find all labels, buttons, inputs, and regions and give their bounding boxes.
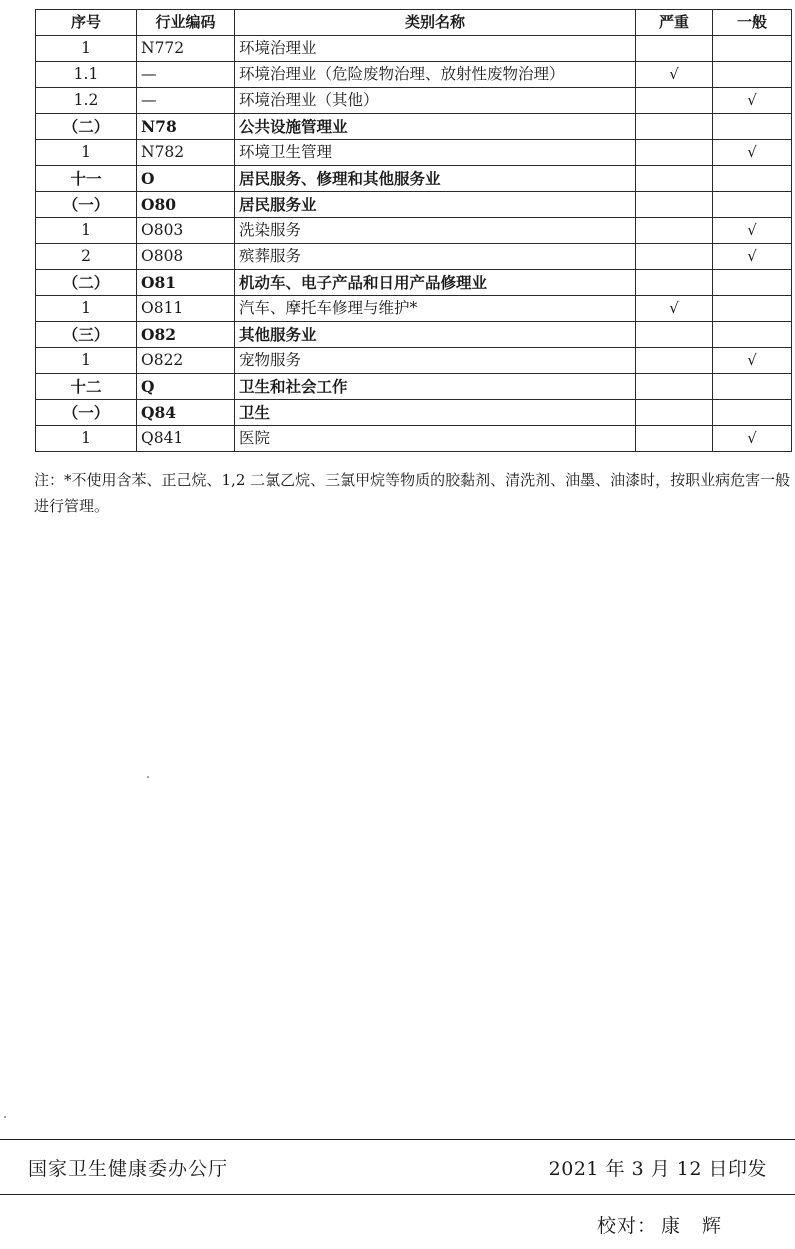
table-row [36,244,792,270]
row-category-name: 卫生和社会工作 [235,374,636,400]
row-seq: 十二 [36,374,137,400]
classification-table [35,9,792,452]
row-category-name: 洗染服务 [235,218,636,244]
row-general-mark [713,374,792,400]
row-category-name: 医院 [235,426,636,452]
proofreader-name: 康辉 [660,1215,743,1237]
row-industry-code: O811 [137,296,235,322]
row-industry-code: O80 [137,192,235,218]
row-seq: 1 [36,140,137,166]
row-general-mark: √ [713,88,792,114]
row-seq: 1 [36,348,137,374]
row-category-name: 其他服务业 [235,322,636,348]
row-general-mark: √ [713,426,792,452]
table-row [36,322,792,348]
table-row [36,296,792,322]
row-category-name: 环境治理业（其他） [235,88,636,114]
row-industry-code: Q84 [137,400,235,426]
row-severe-mark [636,140,713,166]
row-industry-code: O [137,166,235,192]
table-row [36,140,792,166]
row-general-mark [713,270,792,296]
row-general-mark [713,114,792,140]
row-general-mark [713,192,792,218]
row-general-mark [713,322,792,348]
row-severe-mark: √ [636,62,713,88]
row-general-mark [713,166,792,192]
row-seq: 1.2 [36,88,137,114]
row-severe-mark [636,244,713,270]
row-general-mark: √ [713,348,792,374]
row-severe-mark [636,218,713,244]
row-severe-mark [636,88,713,114]
scan-speck [4,1116,6,1118]
row-seq: （二） [36,114,137,140]
row-general-mark [713,36,792,62]
row-severe-mark [636,166,713,192]
issue-date: 2021 年 3 月 12 日印发 [548,1158,767,1180]
row-industry-code: — [137,62,235,88]
row-general-mark: √ [713,140,792,166]
table-row [36,400,792,426]
row-category-name: 公共设施管理业 [235,114,636,140]
row-severe-mark [636,400,713,426]
row-seq: （一） [36,192,137,218]
row-severe-mark: √ [636,296,713,322]
row-category-name: 环境治理业 [235,36,636,62]
row-industry-code: N78 [137,114,235,140]
row-severe-mark [636,322,713,348]
table-row [36,270,792,296]
row-general-mark: √ [713,244,792,270]
row-seq: （二） [36,270,137,296]
table-row [36,88,792,114]
row-industry-code: — [137,88,235,114]
row-industry-code: O81 [137,270,235,296]
row-general-mark [713,62,792,88]
row-seq: 十一 [36,166,137,192]
row-industry-code: Q841 [137,426,235,452]
header-general: 一般 [713,10,792,36]
table-header-row [36,10,792,36]
row-category-name: 机动车、电子产品和日用产品修理业 [235,270,636,296]
scan-speck [147,776,149,778]
row-general-mark [713,400,792,426]
row-seq: 2 [36,244,137,270]
footer-rule-bottom [0,1194,795,1195]
table-row [36,62,792,88]
row-seq: 1.1 [36,62,137,88]
row-severe-mark [636,114,713,140]
row-severe-mark [636,374,713,400]
row-category-name: 环境治理业（危险废物治理、放射性废物治理） [235,62,636,88]
row-seq: 1 [36,218,137,244]
table-row [36,218,792,244]
row-general-mark: √ [713,218,792,244]
proofreader-label: 校对： [596,1215,657,1237]
footnote: 注：*不使用含苯、正己烷、1,2 二氯乙烷、三氯甲烷等物质的胶黏剂、清洗剂、油墨、油漆时，按职业病危害一般进行管理。 [34,471,791,515]
table-row [36,114,792,140]
row-industry-code: N772 [137,36,235,62]
row-industry-code: N782 [137,140,235,166]
table-row [36,374,792,400]
issuing-office: 国家卫生健康委办公厅 [28,1158,229,1180]
proofreader [597,1211,743,1238]
header-industry-code: 行业编码 [137,10,235,36]
row-seq: 1 [36,426,137,452]
header-category-name: 类别名称 [235,10,636,36]
row-industry-code: O803 [137,218,235,244]
row-category-name: 汽车、摩托车修理与维护* [235,296,636,322]
row-seq: 1 [36,296,137,322]
header-severe: 严重 [636,10,713,36]
row-severe-mark [636,192,713,218]
row-seq: （一） [36,400,137,426]
row-category-name: 居民服务、修理和其他服务业 [235,166,636,192]
table-row [36,192,792,218]
header-seq: 序号 [36,10,137,36]
row-severe-mark [636,426,713,452]
row-industry-code: O822 [137,348,235,374]
row-category-name: 居民服务业 [235,192,636,218]
table-row [36,36,792,62]
row-severe-mark [636,36,713,62]
table-row [36,348,792,374]
row-category-name: 环境卫生管理 [235,140,636,166]
row-industry-code: Q [137,374,235,400]
table-row [36,426,792,452]
row-industry-code: O82 [137,322,235,348]
row-severe-mark [636,270,713,296]
row-industry-code: O808 [137,244,235,270]
row-category-name: 殡葬服务 [235,244,636,270]
table-body [36,36,792,452]
row-category-name: 卫生 [235,400,636,426]
row-general-mark [713,296,792,322]
row-seq: （三） [36,322,137,348]
row-severe-mark [636,348,713,374]
row-seq: 1 [36,36,137,62]
footer-rule-top [0,1139,795,1140]
row-category-name: 宠物服务 [235,348,636,374]
table-row [36,166,792,192]
